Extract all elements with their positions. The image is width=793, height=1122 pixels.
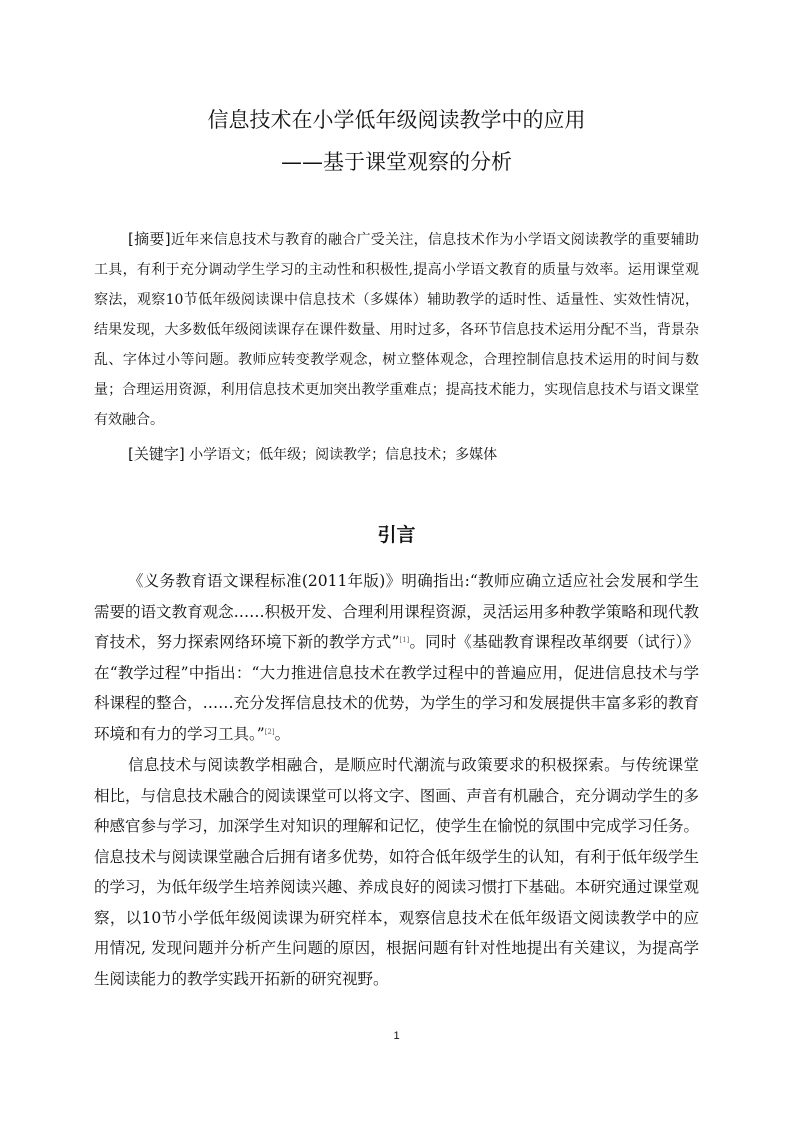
abstract-label: [摘要] (128, 230, 171, 248)
keywords-label: [关键字] (128, 445, 185, 463)
section-title: 引言 (377, 524, 416, 546)
intro-p1-text-c: 。 (274, 724, 291, 743)
intro-p1-text-b: 。同时《基础教育课程改革纲要（试行）》在“教学过程”中指出：“大力推进信息技术在教学过程中的普遍应用，促进信息技术与学科课程的整合，……充分发挥信息技术的优势，为学生的学习和发展提供丰富多彩的教育环境和有力的学习工具。” (94, 633, 699, 743)
abstract-text: 近年来信息技术与教育的融合广受关注，信息技术作为小学语文阅读教学的重要辅助工具，有利于充分调动学生学习的主动性和积极性,提高小学语文教育的质量与效率。运用课堂观察法，观察10节低年级阅读课中信息技术（多媒体）辅助教学的适时性、适量性、实效性情况，结果发现，大多数低年级阅读课存在课件数量、用时过多，各环节信息技术运用分配不当，背景杂乱、字体过小等问题。教师应转变教学观念，树立整体观念，合理控制信息技术运用的时间与数量；合理运用资源，利用信息技术更加突出教学重难点；提高技术能力，实现信息技术与语文课堂有效融合。 (94, 232, 699, 428)
paper-subtitle: ——基于课堂观察的分析 (281, 150, 512, 174)
keywords-text: 小学语文；低年级；阅读教学；信息技术；多媒体 (189, 447, 498, 463)
citation-ref-2: [2] (264, 727, 275, 736)
intro-p1-text-a: 《义务教育语文课程标准(2011年版)》明确指出:“教师应确立适应社会发展和学生需要的语文教育观念……积极开发、合理利用课程资源，灵活运用多种教学策略和现代教育技术，努力探索网络环境下新的教学方式” (94, 572, 699, 651)
intro-paragraph-2: 信息技术与阅读教学相融合，是顺应时代潮流与政策要求的积极探索。与传统课堂相比，与信息技术融合的阅读课堂可以将文字、图画、声音有机融合，充分调动学生的多种感官参与学习，加深学生对知识的理解和记忆，使学生在愉悦的氛围中完成学习任务。信息技术与阅读课堂融合后拥有诸多优势，如符合低年级学生的认知，有利于低年级学生的学习，为低年级学生培养阅读兴趣、养成良好的阅读习惯打下基础。本研究通过课堂观察，以10节小学低年级阅读课为研究样本，观察信息技术在低年级语文阅读教学中的应用情况, 发现问题并分析产生问题的原因，根据问题有针对性地提出有关建议，为提高学生阅读能力的教学实践开拓新的研究视野。 (94, 756, 699, 988)
abstract (94, 224, 699, 435)
paper-title: 信息技术在小学低年级阅读教学中的应用 (207, 108, 586, 132)
intro-paragraph-1 (94, 566, 699, 749)
keywords (128, 439, 497, 470)
page-number: 1 (393, 1030, 400, 1042)
citation-ref-1: [1] (399, 636, 410, 644)
